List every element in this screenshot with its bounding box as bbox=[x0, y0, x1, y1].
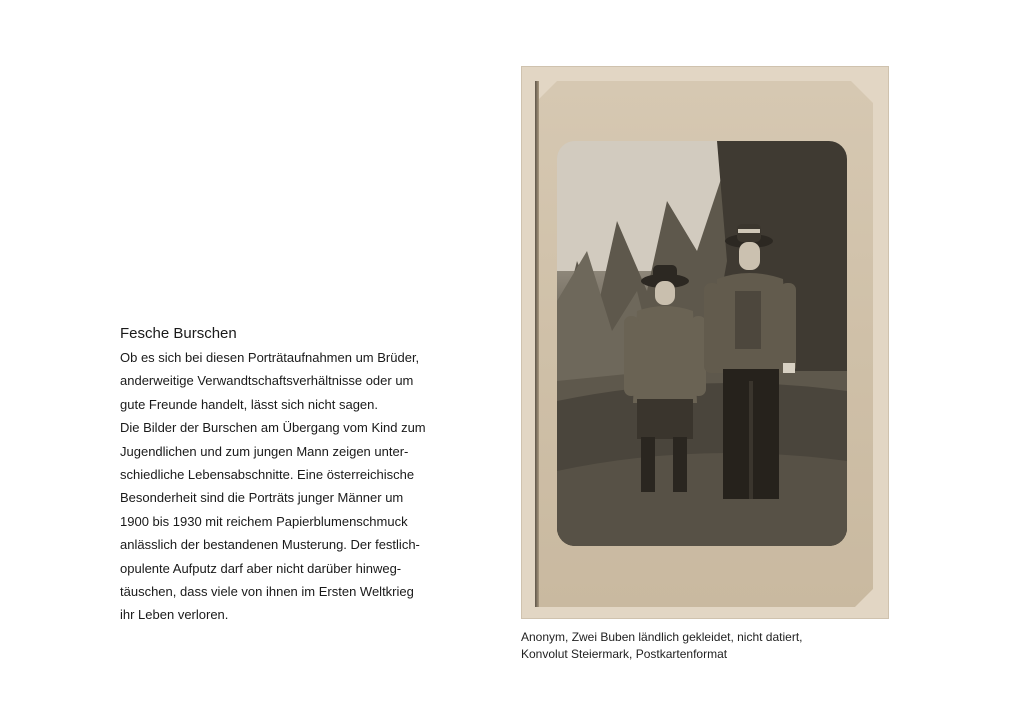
postcard-image bbox=[521, 66, 889, 619]
postcard-edge bbox=[535, 81, 539, 607]
body-line: täuschen, dass viele von ihnen im Ersten Weltkrieg bbox=[120, 584, 414, 600]
foreground-grass bbox=[557, 453, 847, 546]
body-line: Die Bilder der Burschen am Übergang vom Kind zum bbox=[120, 420, 426, 436]
body-line: schiedliche Lebensabschnitte. Eine österreichische bbox=[120, 467, 415, 483]
body-line: Jugendlichen und zum jungen Mann zeigen unter- bbox=[120, 443, 409, 459]
caption-line: Konvolut Steiermark, Postkartenformat bbox=[521, 647, 728, 661]
article-body bbox=[120, 346, 450, 627]
body-line: anlässlich der bestandenen Musterung. Der festlich- bbox=[120, 537, 420, 553]
body-line: ihr Leben verloren. bbox=[120, 607, 229, 623]
body-line: Besonderheit sind die Porträts junger Männer um bbox=[120, 490, 404, 506]
photo-illustration bbox=[557, 141, 847, 546]
body-line: gute Freunde handelt, lässt sich nicht sagen. bbox=[120, 396, 378, 412]
article-heading: Fesche Burschen bbox=[120, 325, 237, 342]
sepia-photograph bbox=[557, 141, 847, 546]
caption-line: Anonym, Zwei Buben ländlich gekleidet, nicht datiert, bbox=[521, 630, 803, 644]
photo-caption bbox=[521, 629, 901, 663]
body-line: anderweitige Verwandtschaftsverhältnisse oder um bbox=[120, 373, 414, 389]
body-line: 1900 bis 1930 mit reichem Papierblumenschmuck bbox=[120, 513, 408, 529]
body-line: Ob es sich bei diesen Porträtaufnahmen um Brüder, bbox=[120, 350, 420, 365]
body-line: opulente Aufputz darf aber nicht darüber hinweg- bbox=[120, 560, 402, 576]
article-text bbox=[120, 323, 450, 627]
